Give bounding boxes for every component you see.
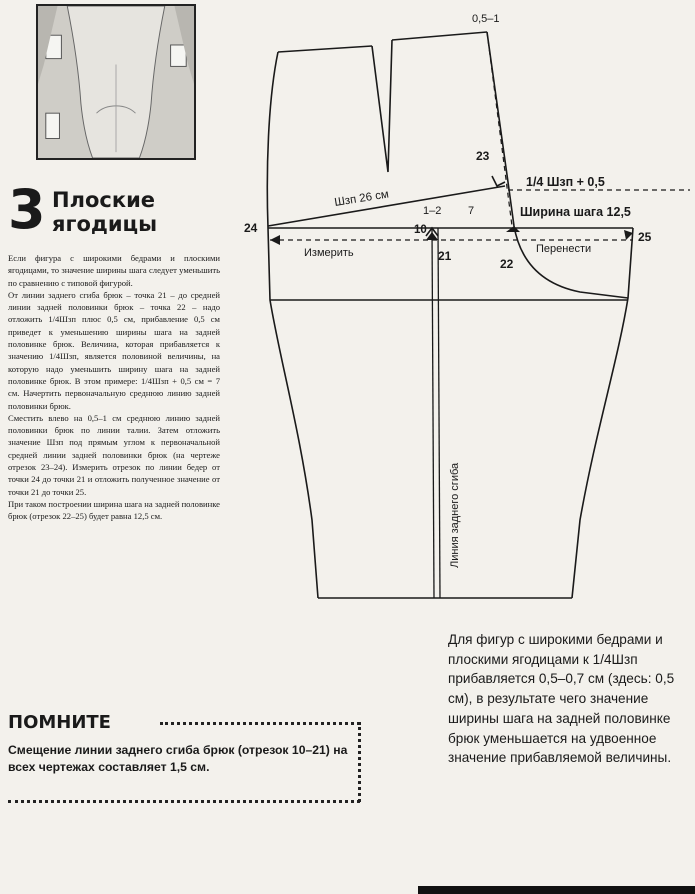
waist-line [278,46,372,52]
arrow-icon [506,226,520,232]
fold-line-label: Линия заднего сгиба [449,462,461,568]
section-title: Плоские ягодицы [52,188,158,236]
section-number: 3 [8,178,46,241]
crotch-curve [514,226,628,298]
paragraph: От линии заднего сгиба брюк – точка 21 – до средней линии задней половинки брюк – точка 22 – надо отложить 1/4Шзп плюс 0,5 см, прибавление 0,5 см приведет к уменьшению ширины шага на задней половинке брюк. Величина, которая прибавляется к значению 1/4Шзп, является половиной величины, на которую надо уменьшить ширину шага на задней половинке брюк. В этом примере: 1/4Шзп + 0,5 см = 7 см. Начертить первоначальную среднюю линию задней половинки брюк. [8,289,220,411]
paragraph: При таком построении ширина шага на задней половинке брюк (отрезок 22–25) будет равна 12,5 см. [8,498,220,522]
point-21-label: 21 [438,249,452,263]
point-25-label: 25 [638,230,652,244]
point-10-label: 10 [414,224,427,236]
side-seam-line [267,52,318,598]
remember-text: Смещение линии заднего сгиба брюк (отрезок 10–21) на всех чертежах составляет 1,5 см. [8,743,348,774]
point-22-label: 22 [500,257,514,271]
center-dashed-line [487,32,512,226]
crotch-width-label: Ширина шага 12,5 [520,205,631,219]
inseam-line [572,228,633,598]
dart-line [372,40,392,172]
transfer-label: Перенести [536,243,592,255]
paragraph: Сместить влево на 0,5–1 см среднюю линию задней половинки брюк по линии талии. Затем отложить значение Шзп под прямым углом к первоначальной средней линии задней половинки брюк (на чертеже отрезок 23–24). Измерить отрезок по линии бедер от точки 24 до точки 21 и отложить полученное значение от точки 21 до точки 25. [8,412,220,497]
side-note: Для фигур с широкими бедрами и плоскими ягодицами к 1/4Шзп прибавляется 0,5–0,7 см (здесь: 0,5 см), в результате чего значение ширины шага на задней половинке брюк уменьшается на удвоенное значение прибавляемой величины. [448,632,675,766]
fold-line [432,228,434,598]
measure-7-label: 7 [468,205,475,217]
point-23-label: 23 [476,149,490,163]
arrow-icon [270,235,280,245]
page-bottom-bar [418,886,695,894]
paragraph: Если фигура с широкими бедрами и плоскими ягодицами, то значение ширины шага следует уменьшить по сравнению с типовой фигурой. [8,253,220,288]
remember-title: ПОМНИТЕ [8,712,111,733]
quarter-label: 1/4 Шзп + 0,5 [526,175,605,189]
right-angle-mark [492,176,505,186]
shzp-label: Шзп 26 см [333,188,390,209]
measure-label: Измерить [304,247,354,259]
fold-line [438,228,440,598]
measure-12-label: 1–2 [423,205,442,217]
point-24-label: 24 [244,221,258,235]
waist-line [392,32,487,40]
offset-label: 0,5–1 [472,13,500,25]
